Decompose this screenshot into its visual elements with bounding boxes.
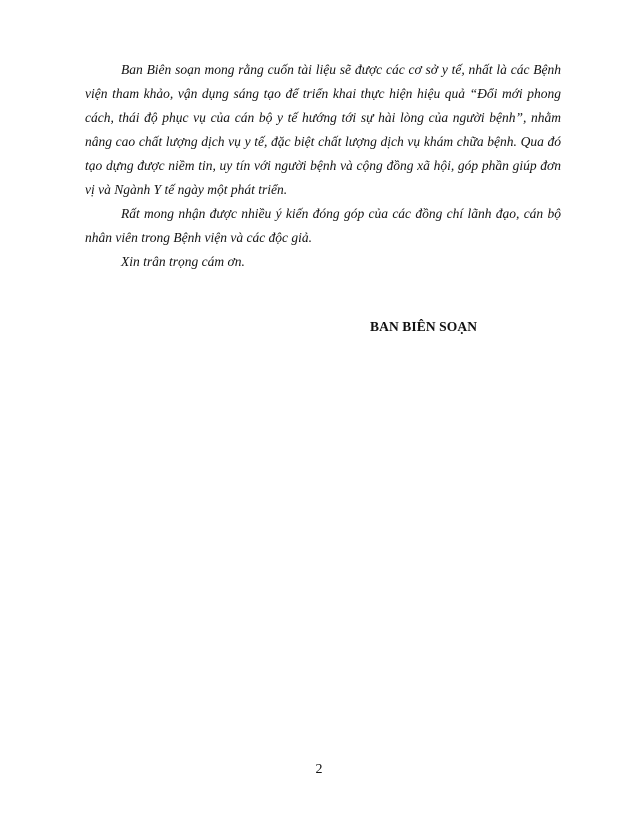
paragraph-1: Ban Biên soạn mong rằng cuốn tài liệu sẽ được các cơ sở y tế, nhất là các Bệnh viện tham khảo, vận dụng sáng tạo để triển khai thực hiện hiệu quả “Đổi mới phong cách, thái độ phục vụ của cán bộ y tế hướng tới sự hài lòng của người bệnh”, nhằm nâng cao chất lượng dịch vụ y tế, đặc biệt chất lượng dịch vụ khám chữa bệnh. Qua đó tạo dựng được niềm tin, uy tín với người bệnh và cộng đồng xã hội, góp phần giúp đơn vị và Ngành Y tế ngày một phát triển.	[85, 62, 561, 197]
paragraph-3: Xin trân trọng cám ơn.	[121, 254, 245, 269]
body-text	[85, 58, 561, 274]
page-number: 2	[315, 762, 323, 777]
signature: BAN BIÊN SOẠN	[370, 319, 478, 334]
paragraph-2: Rất mong nhận được nhiều ý kiến đóng góp của các đồng chí lãnh đạo, cán bộ nhân viên trong Bệnh viện và các độc giả.	[85, 206, 561, 245]
